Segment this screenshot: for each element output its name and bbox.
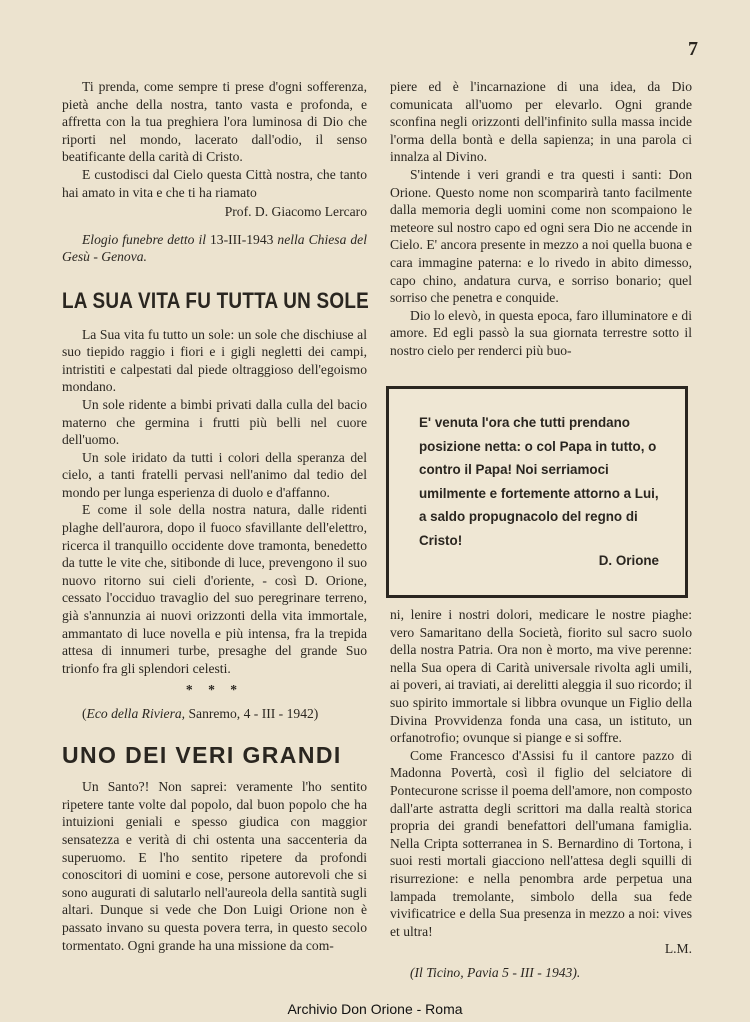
archive-watermark: Archivio Don Orione - Roma (287, 1001, 463, 1017)
heading-veri-grandi: UNO DEI VERI GRANDI (62, 741, 342, 768)
citation-part-b: nella Chiesa del Gesù - Genova. (62, 231, 367, 265)
sole-paragraph-2: Un sole ridente a bimbi privati dalla culla del bacio materno che germina i frutti più belli nel cuore dell'uomo. (62, 396, 367, 448)
lercaro-signature: Prof. D. Giacomo Lercaro (224, 204, 367, 220)
eulogy-citation (62, 231, 367, 266)
right-paragraph-1: piere ed è l'incarnazione di una idea, da Dio comunicata all'uomo per elevarlo. Ogni grande sconfina negli orizzonti dell'infinito sulla massa incide l'orma della bontà e della sapienza; in una parola ci innalza al Divino. (390, 79, 692, 165)
quote-signature: D. Orione (598, 553, 659, 569)
left-column (62, 78, 367, 954)
right-column-top (390, 78, 692, 360)
intro-paragraph-2: E custodisci dal Cielo questa Città nostra, che tanto hai amato in vita e che ti ha riamato (62, 166, 367, 200)
grandi-paragraph: Un Santo?! Non saprei: veramente l'ho sentito ripetere tante volte dal popolo, dal buon popolo che ha intuizioni geniali e spesso giudica con maggior sensatezza e verità di chi ostenta una saccenteria da superuomo. E l'ho sentito ripetere da profondi conoscitori di uomini e cose, persone autorevoli che si sono augurati di salutarlo nell'aureola della santità sugli altari. Dunque si vede che Don Luigi Orione non è passato invano su questa povera terra, in questo secolo tormentato. Ogni grande ha una missione da com- (62, 779, 367, 953)
after-paragraph-2: Come Francesco d'Assisi fu il cantore pazzo di Madonna Povertà, così il figlio del selciatore di Pontecurone scrisse il poema dell'amore, non composto dall'arte astratta degli scrittori ma dalla realtà storica propria dei grandi benefattori dell'umana famiglia. Nella Cripta sotterranea in S. Bernardino di Tortona, i suoi resti mortali giacciono nell'attesa degli squilli di risurrezione: e nella penombra arde perpetua una lampada tremolante, simbolo della sua fede vivificatrice e della Sua presenza in mezzo a noi: vives et ultra! (390, 747, 692, 939)
source1-title: Eco della Riviera, (86, 706, 186, 721)
source-ticino: (Il Ticino, Pavia 5 - III - 1943). (410, 964, 581, 980)
right-paragraph-3: Dio lo elevò, in questa epoca, faro illuminatore e di amore. Ed egli passò la sua giornata terrestre sotto il nostro cielo per renderci più buo- (390, 307, 692, 358)
after-paragraph-1: ni, lenire i nostri dolori, medicare le nostre piaghe: vero Samaritano della Società, fiorito sul sacro suolo della nostra Patria. Ora non è morto, ma vive perenne: nella Sua opera di Carità universale rivolta agli umili, ai poveri, ai traviati, ai derelitti aleggia il suo ricordo; il suo spirito immortale si libbra ovunque un Figlio della Divina Provvidenza fonda una casa, un istituto, un orfanotrofio; ovunque si piange e si soffre. (390, 607, 692, 746)
source1-rest: Sanremo, 4 - III - 1942) (188, 706, 319, 721)
sole-paragraph-3: Un sole iridato da tutti i colori della speranza del cielo, a tanti fratelli pervasi nell'animo dal tedio del mondo per lunga esperienza di duolo e d'affanno. (62, 449, 367, 500)
sole-paragraph-4: E come il sole della nostra natura, dalle ridenti plaghe dell'aurora, dopo il fuoco sfavillante dell'elettro, ricerca il tranquillo occidente dove tramonta, benedetto da tutte le vite che, sitibonde di luce, prevengono il suo nuovo ritorno sui cieli d'oriente, - così D. Orione, cessato l'occiduo travaglio del suo peregrinare terreno, già s'annunzia ai nuovi orizzonti della vita immortale, ammantato di luce novella e più intensa, fra la trepida attesa di innumeri turbe, presaghe del grande Suo trionfo fra gli splendori celesti. (62, 502, 367, 676)
section-separator: * * * (185, 682, 244, 698)
right-column-bottom (390, 606, 692, 981)
source-eco-riviera: (Eco della Riviera, Sanremo, 4 - III - 1942) (82, 706, 319, 721)
heading-vita-sole: LA SUA VITA FU TUTTA UN SOLE (62, 287, 369, 313)
citation-date: 13-III-1943 (210, 231, 274, 247)
sole-paragraph-1: La Sua vita fu tutto un sole: un sole che dischiuse al suo tiepido raggio i fiori e i gigli negletti dei campi, intristiti e calpestati dal piede oltraggioso dell'egoismo mondano. (62, 326, 367, 395)
orione-quote-box (386, 386, 688, 598)
right-paragraph-2: S'intende i veri grandi e tra questi i santi: Don Orione. Questo nome non scomparirà tanto facilmente dalla memoria degli uomini come non scompaiono le meteore sul nostro capo ed ogni sera Dio ne accende in Cielo. E' ancora presente in mezzo a noi quella buona e cara immagine paterna: e lo rivedo in abito dimesso, capo chino, andatura curva, e sorriso bonario; quel sorriso che penetra e conquide. (390, 166, 692, 306)
page-number: 7 (688, 38, 698, 60)
intro-paragraph-1: Ti prenda, come sempre ti prese d'ogni sofferenza, pietà anche della nostra, tanto vasta e profonda, e affretta con la tua preghiera l'ora luminosa di Dio che riporti nel mondo, lacerato dall'odio, il senso beatificante della carità di Cristo. (62, 79, 367, 165)
author-initials: L.M. (664, 941, 692, 957)
quote-text: E' venuta l'ora che tutti prendano posizione netta: o col Papa in tutto, o contro il Papa! Noi serriamoci umilmente e fortemente attorno a Lui, a saldo propugnacolo del regno di Cristo! (419, 415, 659, 548)
citation-part-a: Elogio funebre detto il (82, 231, 206, 247)
